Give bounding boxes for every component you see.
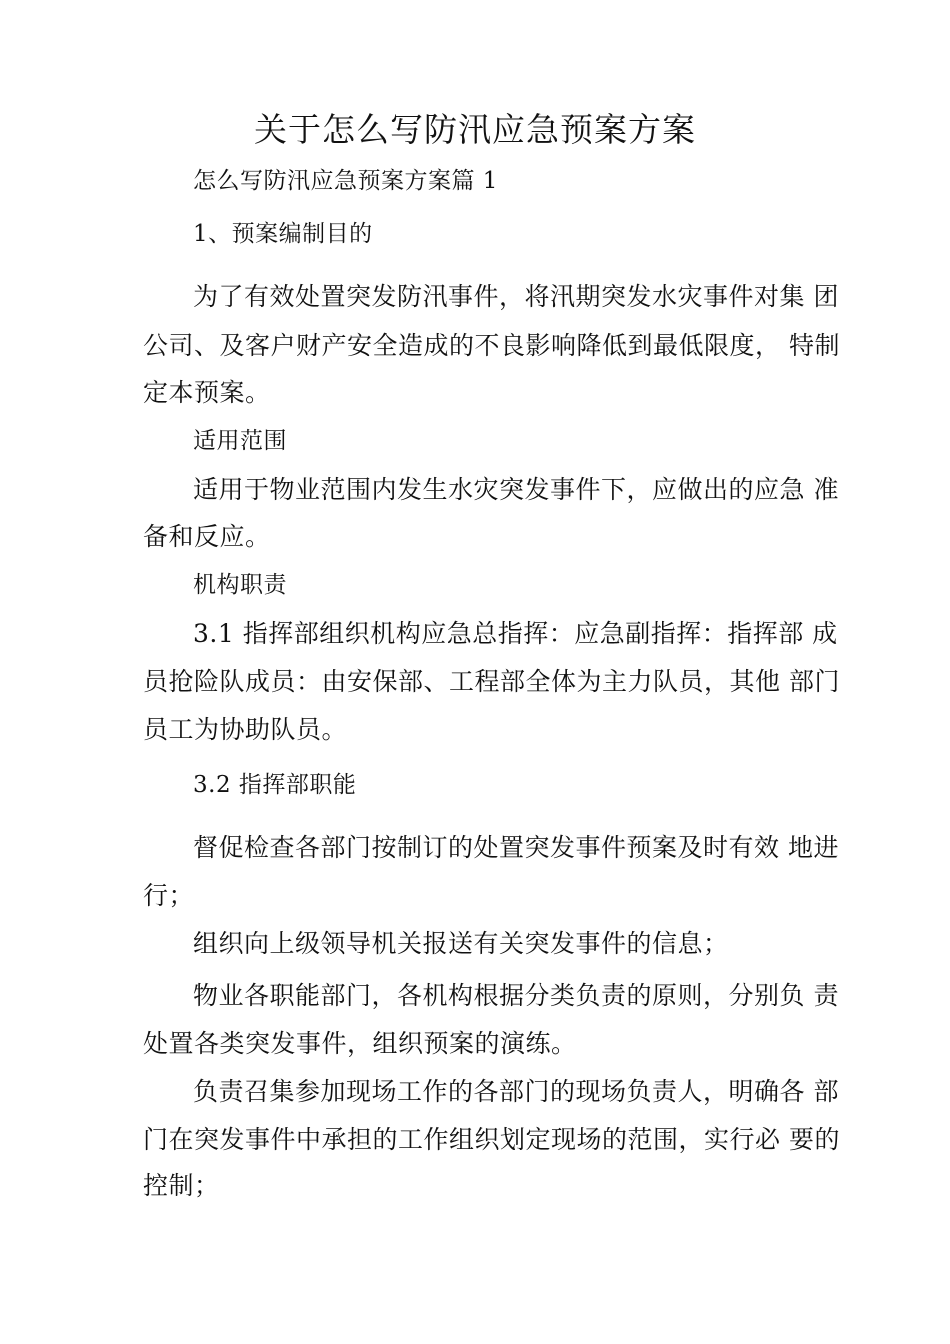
paragraph-line: 督促检查各部门按制订的处置突发事件预案及时有效 地进 <box>193 833 839 862</box>
paragraph-line: 组织向上级领导机关报送有关突发事件的信息； <box>193 929 729 958</box>
paragraph-line: 行； <box>143 881 195 910</box>
paragraph-line: 适用于物业范围内发生水灾突发事件下，应做出的应急 准 <box>193 475 839 504</box>
paragraph-line: 负责召集参加现场工作的各部门的现场负责人，明确各 部 <box>193 1077 839 1106</box>
paragraph-line: 为了有效处置突发防汛事件，将汛期突发水灾事件对集 团 <box>193 282 839 311</box>
paragraph-line: 员抢险队成员：由安保部、工程部全体为主力队员，其他 部门 <box>143 667 840 696</box>
subsection-heading: 适用范围 <box>193 428 287 454</box>
section-heading: 怎么写防汛应急预案方案篇 1 <box>193 168 498 194</box>
paragraph-line: 控制； <box>143 1171 220 1200</box>
paragraph-line: 员工为协助队员。 <box>143 715 348 744</box>
paragraph-line: 3.1 指挥部组织机构应急总指挥：应急副指挥：指挥部 成 <box>193 619 838 648</box>
paragraph-line: 处置各类突发事件，组织预案的演练。 <box>143 1029 577 1058</box>
paragraph-line: 物业各职能部门，各机构根据分类负责的原则，分别负 责 <box>193 981 839 1010</box>
subsection-heading: 1、预案编制目的 <box>193 221 373 247</box>
paragraph-line: 定本预案。 <box>143 378 271 407</box>
paragraph-line: 备和反应。 <box>143 522 271 551</box>
subsection-heading: 3.2 指挥部职能 <box>193 772 357 798</box>
paragraph-line: 门在突发事件中承担的工作组织划定现场的范围，实行必 要的 <box>143 1125 840 1154</box>
paragraph-line: 公司、及客户财产安全造成的不良影响降低到最低限度， 特制 <box>143 331 840 360</box>
subsection-heading: 机构职责 <box>193 572 287 598</box>
document-title: 关于怎么写防汛应急预案方案 <box>254 110 696 149</box>
